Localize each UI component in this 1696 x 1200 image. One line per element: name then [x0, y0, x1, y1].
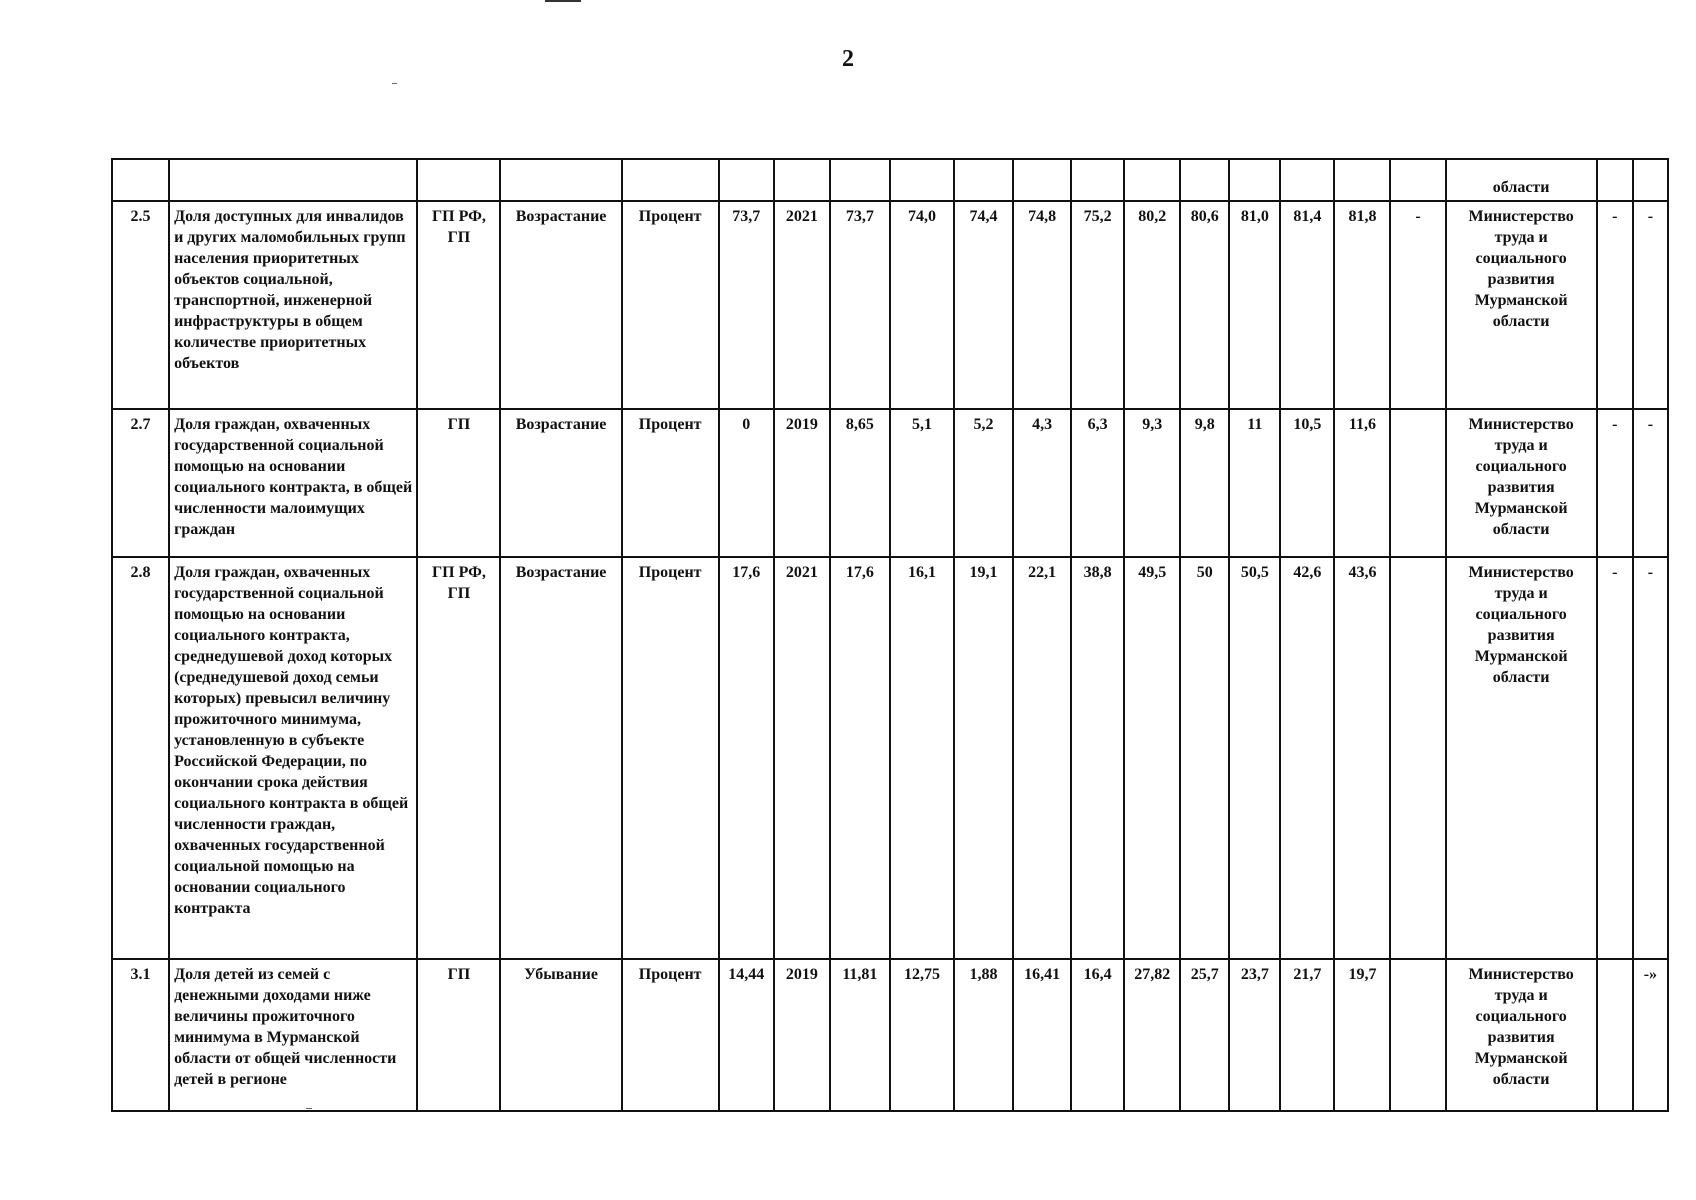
value-cell: 25,7: [1180, 959, 1229, 1111]
indicator-name-cell: Доля детей из семей с денежными доходами ниже величины прожиточного минимума в Мурманской области от общей численности детей в регионе: [169, 959, 417, 1111]
table-row: [112, 557, 1668, 959]
value-cell: 81,8: [1334, 201, 1390, 409]
unit-cell: Процент: [622, 959, 719, 1111]
responsible-cell: Министерство труда и социального развития Мурманской области: [1446, 557, 1597, 959]
row-number-cell: 3.1: [112, 959, 169, 1111]
value-cell: 16,41: [1013, 959, 1071, 1111]
table-row: [112, 201, 1668, 409]
note-cell-b: -: [1633, 409, 1668, 557]
note-cell-b: -: [1633, 557, 1668, 959]
cell-empty: [954, 159, 1013, 201]
program-cell: ГП: [417, 409, 500, 557]
scan-mark: [545, 0, 581, 2]
program-cell: ГП РФ, ГП: [417, 201, 500, 409]
value-cell: 5,2: [954, 409, 1013, 557]
value-cell: 74,4: [954, 201, 1013, 409]
value-cell: 17,6: [830, 557, 890, 959]
value-cell: 38,8: [1071, 557, 1124, 959]
cell-empty: [1124, 159, 1180, 201]
base-year-cell: 2019: [774, 409, 830, 557]
responsible-cell: Министерство труда и социального развития Мурманской области: [1446, 409, 1597, 557]
scan-speck: [392, 83, 397, 84]
cell-empty: [1334, 159, 1390, 201]
value-cell: 43,6: [1334, 557, 1390, 959]
value-cell: 75,2: [1071, 201, 1124, 409]
row-number-cell: 2.8: [112, 557, 169, 959]
value-cell: 4,3: [1013, 409, 1071, 557]
program-cell: ГП РФ, ГП: [417, 557, 500, 959]
continuation-row: [112, 159, 1668, 201]
responsible-cell: Министерство труда и социального развития Мурманской области: [1446, 959, 1597, 1111]
base-year-cell: 2021: [774, 201, 830, 409]
responsible-cell: области: [1446, 159, 1597, 201]
row-number-cell: 2.5: [112, 201, 169, 409]
value-cell: 19,7: [1334, 959, 1390, 1111]
cell-empty: [500, 159, 621, 201]
value-cell: 21,7: [1280, 959, 1334, 1111]
value-cell: 74,0: [890, 201, 954, 409]
page-number: 2: [842, 46, 854, 72]
cell-empty: [622, 159, 719, 201]
cell-empty: [1180, 159, 1229, 201]
base-value-cell: 14,44: [719, 959, 774, 1111]
value-cell: 50,5: [1229, 557, 1280, 959]
trend-cell: Убывание: [500, 959, 621, 1111]
cell-empty: [112, 159, 169, 201]
note-cell-a: -: [1597, 409, 1633, 557]
indicators-table: [111, 158, 1669, 1112]
note-cell-a: -: [1597, 557, 1633, 959]
cell-empty: [1071, 159, 1124, 201]
cell-empty: [1633, 159, 1668, 201]
value-cell: 73,7: [830, 201, 890, 409]
value-cell: 8,65: [830, 409, 890, 557]
trend-cell: Возрастание: [500, 409, 621, 557]
table-row: [112, 959, 1668, 1111]
trend-cell: Возрастание: [500, 557, 621, 959]
value-cell: 50: [1180, 557, 1229, 959]
program-cell: ГП: [417, 959, 500, 1111]
value-cell: 16,1: [890, 557, 954, 959]
extra-cell: [1390, 409, 1445, 557]
value-cell: 11: [1229, 409, 1280, 557]
unit-cell: Процент: [622, 201, 719, 409]
base-year-cell: 2019: [774, 959, 830, 1111]
value-cell: 42,6: [1280, 557, 1334, 959]
value-cell: 9,8: [1180, 409, 1229, 557]
row-number-cell: 2.7: [112, 409, 169, 557]
value-cell: 74,8: [1013, 201, 1071, 409]
value-cell: 23,7: [1229, 959, 1280, 1111]
cell-empty: [890, 159, 954, 201]
value-cell: 80,6: [1180, 201, 1229, 409]
cell-empty: [1229, 159, 1280, 201]
note-cell-b: -: [1633, 201, 1668, 409]
unit-cell: Процент: [622, 557, 719, 959]
table-row: [112, 409, 1668, 557]
value-cell: 19,1: [954, 557, 1013, 959]
indicator-name-cell: Доля доступных для инвалидов и других маломобильных групп населения приоритетных объектов социальной, транспортной, инженерной инфраструктуры в общем количестве приоритетных объектов: [169, 201, 417, 409]
value-cell: 11,6: [1334, 409, 1390, 557]
value-cell: 1,88: [954, 959, 1013, 1111]
base-value-cell: 73,7: [719, 201, 774, 409]
cell-empty: [1280, 159, 1334, 201]
note-cell-b: -»: [1633, 959, 1668, 1111]
value-cell: 81,4: [1280, 201, 1334, 409]
responsible-cell: Министерство труда и социального развития Мурманской области: [1446, 201, 1597, 409]
value-cell: 5,1: [890, 409, 954, 557]
value-cell: 81,0: [1229, 201, 1280, 409]
cell-empty: [1597, 159, 1633, 201]
value-cell: 49,5: [1124, 557, 1180, 959]
base-value-cell: 0: [719, 409, 774, 557]
value-cell: 9,3: [1124, 409, 1180, 557]
value-cell: 11,81: [830, 959, 890, 1111]
extra-cell: [1390, 959, 1445, 1111]
trend-cell: Возрастание: [500, 201, 621, 409]
cell-empty: [417, 159, 500, 201]
value-cell: 27,82: [1124, 959, 1180, 1111]
unit-cell: Процент: [622, 409, 719, 557]
value-cell: 6,3: [1071, 409, 1124, 557]
cell-empty: [1013, 159, 1071, 201]
value-cell: 16,4: [1071, 959, 1124, 1111]
cell-empty: [774, 159, 830, 201]
extra-cell: -: [1390, 201, 1445, 409]
value-cell: 22,1: [1013, 557, 1071, 959]
note-cell-a: [1597, 959, 1633, 1111]
cell-empty: [169, 159, 417, 201]
base-year-cell: 2021: [774, 557, 830, 959]
value-cell: 12,75: [890, 959, 954, 1111]
base-value-cell: 17,6: [719, 557, 774, 959]
note-cell-a: -: [1597, 201, 1633, 409]
cell-empty: [830, 159, 890, 201]
cell-empty: [1390, 159, 1445, 201]
cell-empty: [719, 159, 774, 201]
value-cell: 10,5: [1280, 409, 1334, 557]
extra-cell: [1390, 557, 1445, 959]
indicator-name-cell: Доля граждан, охваченных государственной социальной помощью на основании социального контракта, среднедушевой доход которых (среднедушевой доход семьи которых) превысил величину прожиточного минимума, установленную в субъекте Российской Федерации, по окончании срока действия социального контракта в общей численности граждан, охваченных государственной социальной помощью на основании социального контракта: [169, 557, 417, 959]
indicator-name-cell: Доля граждан, охваченных государственной социальной помощью на основании социального контракта, в общей численности малоимущих граждан: [169, 409, 417, 557]
value-cell: 80,2: [1124, 201, 1180, 409]
